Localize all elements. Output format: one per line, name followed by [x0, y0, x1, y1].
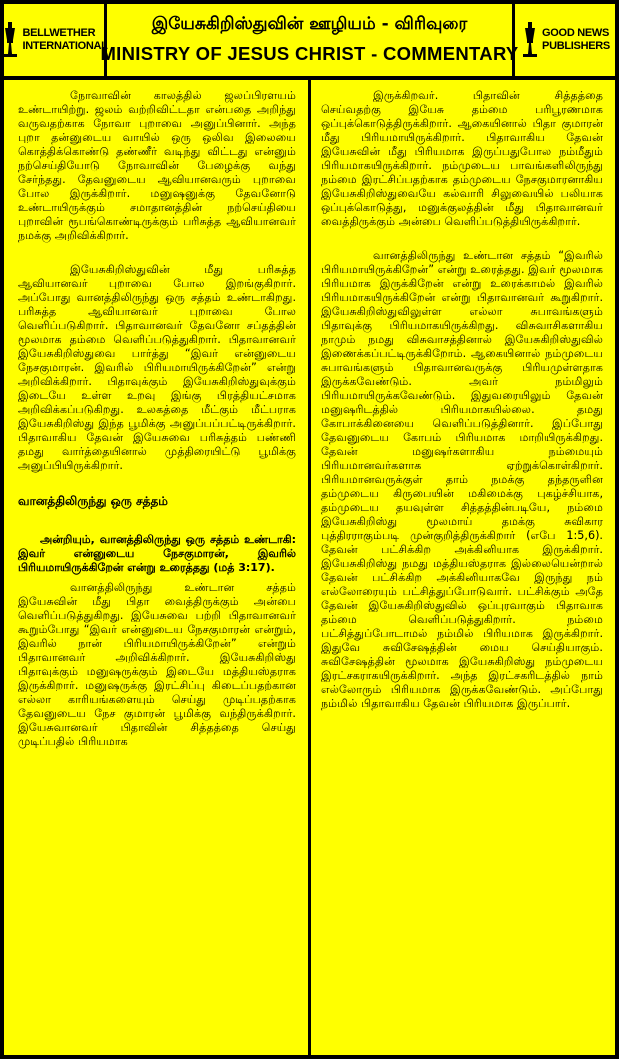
article-body	[4, 80, 615, 1055]
page-header	[4, 4, 615, 76]
title-english: MINISTRY OF JESUS CHRIST - COMMENTARY	[100, 43, 519, 64]
title-block	[100, 4, 519, 76]
left-paragraph-1: நோவாவின் காலத்தில் ஜலப்பிரளயம் உண்டாயிற்று. ஜலம் வற்றிவிட்டதா என்பதை அறிந்து வருவதற்காக நோவா புறாவை அனுப்பினார். அந்த புறா தன்னுடைய வாயில் ஒரு ஒலிவ இலையை கொத்திக்கொண்டு தண்ணீர் வடிந்து விட்டது என்னும் நற்செய்தியோடு நோவாவின் பேழைக்கு வந்து சேர்ந்தது. தேவனுடைய ஆவியானவரும் புறாவை போல இருக்கிறார். மனுஷனுக்கு தேவனோடு உண்டாயிருக்கும் சமாதானத்தின் நற்செய்தியை புறாவின் ரூபங்கொண்டிருக்கும் பரிசுத்த ஆவியானவர் நமக்கு அறிவிக்கிறார்.	[18, 89, 296, 242]
lamp-icon	[520, 20, 540, 60]
title-tamil: இயேசுகிறிஸ்துவின் ஊழியம் - விரிவுரை	[151, 14, 468, 34]
publisher-logo-left	[4, 4, 107, 76]
scripture-quote: அன்றியும், வானத்திலிருந்து ஒரு சத்தம் உண்டாகி: இவர் என்னுடைய நேசகுமாரன், இவரில் பிரியமாயிருக்கிறேன் என்று உரைத்தது (மத் 3:17).	[18, 533, 296, 574]
left-logo-line1: BELLWETHER	[22, 27, 96, 39]
left-paragraph-3: வானத்திலிருந்து உண்டான சத்தம் இயேசுவின் மீது பிதா வைத்திருக்கும் அன்பை வெளிப்படுத்துகிறது. இயேசுவை பற்றி பிதாவானவர் கூறும்போது “இவர் என்னுடைய நேசகுமாரன் என்றும், இவரில் நான் பிரியமாயிருக்கிறேன்” என்றும் பிதாவானவர் அறிவிக்கிறார். இயேசுகிறிஸ்து பிதாவுக்கும் மனுஷருக்கும் இடையே மத்தியஸ்தராக இருக்கிறார். மனுஷருக்கு இரட்சிப்பு கிடைப்பதற்கான எல்லா காரியங்களையும் செய்து முடிப்பதற்காக தேவனுடைய நேச குமாரன் பூமிக்கு வந்திருக்கிறார். இயேசுவானவர் பிதாவின் சித்தத்தை செய்து முடிப்பதில் பிரியமாக	[18, 581, 296, 748]
right-logo-line2: PUBLISHERS	[542, 40, 610, 52]
right-paragraph-2: வானத்திலிருந்து உண்டான சத்தம் “இவரில் பிரியமாயிருக்கிறேன்” என்று உரைத்தது. இவர் மூலமாக பிரியமாக இருக்கிறேன் என்று உரைக்காமல் இவரில் பிரியமாகயிருக்கிறேன் என்று பிதாவானவர் கூறுகிறார். இயேசுகிறிஸ்துவிலுள்ள எல்லா சுபாவங்களும் பிதாவுக்கு பிரியமாகயிருக்கிறது. விசுவாசிகளாகிய நாமும் நமது விசுவாசத்தினால் இயேசுகிறிஸ்துவில் இணைக்கப்பட்டிருக்கிறோம். ஆகையினால் நம்முடைய சுபாவங்களும் பிதாவானவருக்கு பிரியமுள்ளதாக இருக்கவேண்டும். அவர் நம்மிலும் பிரியமாயிருக்கவேண்டும். இதுவரையிலும் தேவன் மனுஷரிடத்தில் பிரியமாகயில்லை. தமது கோபாக்கினையை வெளிப்படுத்தினார். இப்போது தேவனுடைய கோபம் பிரியமாக மாறியிருக்கிறது. தேவன் மனுஷர்களாகிய நம்மையும் பிரியமானவர்களாக ஏற்றுக்கொள்கிறார். பிரியமானவருக்குள் தாம் நமக்கு தந்தருளின தம்முடைய கிருபையின் மகிமைக்கு புகழ்ச்சியாக, தம்முடைய தயவுள்ள சித்தத்தின்படியே, நம்மை இயேசுகிறிஸ்து மூலமாய் தமக்கு சுவிகார புத்திரராகும்படி முன்குறித்திருக்கிறார் (எபே 1:5,6). தேவன் பட்சிக்கிற அக்கினியாக இருக்கிறார். இயேசுகிறிஸ்து நமது மத்தியஸ்தராக இல்லையென்றால் தேவன் பட்சிக்கிற அக்கினியாகவே இருந்து நம் எல்லோரையும் பட்சித்துப்போடுவார். பட்சிக்கும் அதே தேவன் இயேசுகிறிஸ்துவில் ஒப்புரவாகும் பிதாவாக தம்மை வெளிப்படுத்துகிறார். நம்மை பட்சித்துப்போடாமல் நம்மில் பிரியமாக இருக்கிறார். இதுவே சுவிசேஷத்தின் மைய செய்தியாகும். சுவிசேஷத்தின் மூலமாக இயேசுகிறிஸ்து நம்முடைய இரட்சகராகயிருக்கிறார். அந்த இரட்சகரிடத்தில் நாம் எல்லோரும் பிரியமாக இருக்கவேண்டும். அப்போது நம்மில் பிதாவாகிய தேவன் பிரியமாக இருப்பார்.	[321, 249, 603, 710]
left-logo-line2: INTERNATIONAL	[22, 40, 108, 52]
lamp-icon	[0, 20, 20, 60]
right-paragraph-1: இருக்கிறவர். பிதாவின் சித்தத்தை செய்வதற்கு இயேசு தம்மை பரிபூரணமாக ஒப்புக்கொடுத்திருக்கிறார். ஆகையினால் பிதா குமாரன் மீது பிரியமாயிருக்கிறார். பிதாவாகிய தேவன் இயேசுவின் மீது பிரியமாக இருப்பதுபோல நம்மீதும் பிரியமாகயிருக்கிறார். நம்முடைய பாவங்களிலிருந்து நம்மை இரட்சிப்பதற்காக தம்முடைய நேசகுமாரனாகிய இயேசுகிறிஸ்துவையே கல்வாரி சிலுவையில் பலியாக ஒப்புக்கொடுத்து, மனுக்குலத்தின் மீது பிதாவானவர் வைத்திருக்கும் அன்பை வெளிப்படுத்தியிருக்கிறார்.	[321, 89, 603, 228]
right-column	[311, 80, 615, 1055]
left-paragraph-2: இயேசுகிறிஸ்துவின் மீது பரிசுத்த ஆவியானவர் புறாவை போல இறங்குகிறார். அப்போது வானத்திலிருந்து ஒரு சத்தம் உண்டாகிறது. பரிசுத்த ஆவியானவர் புறாவை போல வெளிப்படுகிறார். பிதாவானவர் தேவனோ சப்தத்தின் மூலமாக தம்மை வெளிப்படுத்துகிறார். பிதாவானவர் இயேசுகிறிஸ்துவை பார்த்து “இவர் என்னுடைய நேசகுமாரன். இவரில் பிரியமாயிருக்கிறேன்” என்று அறிவிக்கிறார். பிதாவுக்கும் இயேசுகிறிஸ்துவுக்கும் இடையே உள்ள உறவு இங்கு பிரத்தியட்சமாக அறிவிக்கப்படுகிறது. உலகத்தை மீட்கும் மீட்பராக இயேசுகிறிஸ்து இந்த பூமிக்கு அனுப்பப்பட்டிருக்கிறார். பிதாவாகிய தேவன் இயேசுவை பரிசுத்தம் பண்ணி தமது வார்த்தையினால் முத்திரையிட்டு பூமிக்கு அனுப்பியிருக்கிறார்.	[18, 263, 296, 472]
section-heading: வானத்திலிருந்து ஒரு சத்தம்	[18, 494, 168, 508]
left-column	[4, 80, 311, 1055]
publisher-logo-right	[512, 4, 615, 76]
right-logo-line1: GOOD NEWS	[542, 27, 610, 39]
